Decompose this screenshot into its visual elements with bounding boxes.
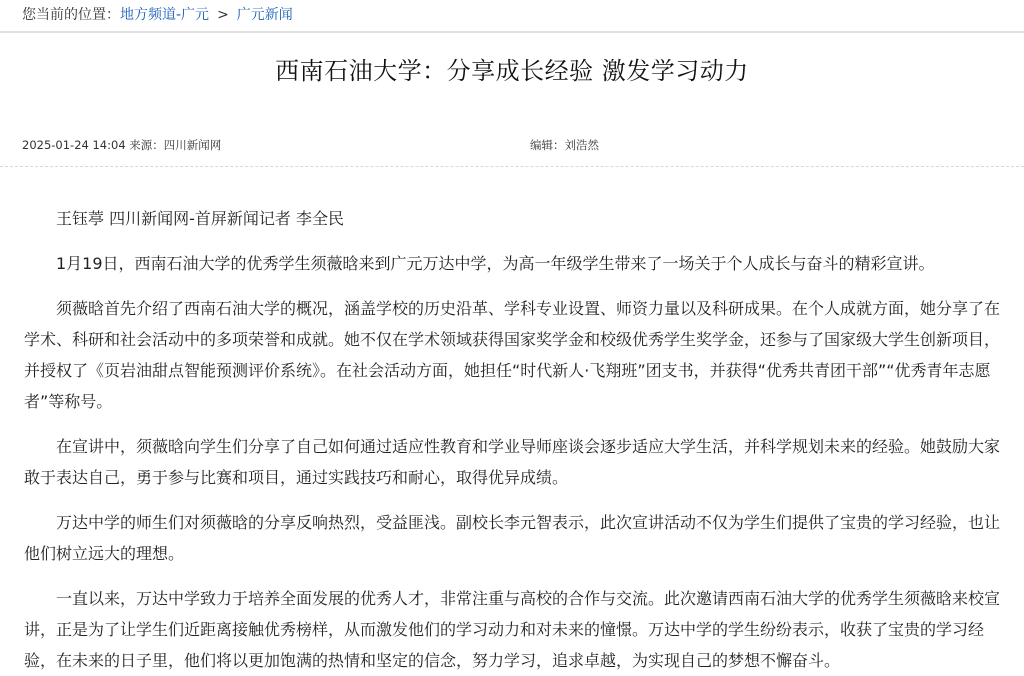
breadcrumb-link-guangyuan-news[interactable]: 广元新闻 <box>236 7 293 23</box>
header-divider <box>0 166 1024 167</box>
breadcrumb-link-local-channel[interactable]: 地方频道-广元 <box>120 7 210 23</box>
article-editor: 编辑：刘浩然 <box>530 138 599 152</box>
breadcrumb <box>0 0 1024 33</box>
article-date-source: 2025-01-24 14:04 来源：四川新闻网 <box>22 138 222 152</box>
breadcrumb-prefix: 您当前的位置： <box>22 7 120 23</box>
article-paragraph: 须薇晗首先介绍了西南石油大学的概况，涵盖学校的历史沿革、学科专业设置、师资力量以及科研成果。在个人成就方面，她分享了在学术、科研和社会活动中的多项荣誉和成就。她不仅在学术领域获得国家奖学金和校级优秀学生奖学金，还参与了国家级大学生创新项目，并授权了《页岩油甜点智能预测评价系统》。在社会活动方面，她担任“时代新人·飞翔班”团支书，并获得“优秀共青团干部”“优秀青年志愿者”等称号。 <box>24 299 1001 411</box>
article-paragraph: 在宣讲中，须薇晗向学生们分享了自己如何通过适应性教育和学业导师座谈会逐步适应大学生活，并科学规划未来的经验。她鼓励大家敢于表达自己，勇于参与比赛和项目，通过实践技巧和耐心，取得优异成绩。 <box>24 437 1001 487</box>
article-body <box>0 203 1024 676</box>
article-paragraph: 一直以来，万达中学致力于培养全面发展的优秀人才，非常注重与高校的合作与交流。此次邀请西南石油大学的优秀学生须薇晗来校宣讲，正是为了让学生们近距离接触优秀榜样，从而激发他们的学习动力和对未来的憧憬。万达中学的学生纷纷表示，收获了宝贵的学习经验，在未来的日子里，他们将以更加饱满的热情和坚定的信念，努力学习，追求卓越，为实现自己的梦想不懈奋斗。 <box>24 589 1001 670</box>
article-paragraph: 万达中学的师生们对须薇晗的分享反响热烈，受益匪浅。副校长李元智表示，此次宣讲活动不仅为学生们提供了宝贵的学习经验，也让他们树立远大的理想。 <box>24 513 1001 563</box>
article-header <box>0 33 1024 167</box>
article-title: 西南石油大学：分享成长经验 激发学习动力 <box>275 57 749 85</box>
breadcrumb-separator: > <box>217 7 229 23</box>
article-byline: 王钰葶 四川新闻网-首屏新闻记者 李全民 <box>56 209 344 228</box>
article-paragraph: 1月19日，西南石油大学的优秀学生须薇晗来到广元万达中学，为高一年级学生带来了一场关于个人成长与奋斗的精彩宣讲。 <box>56 254 935 273</box>
